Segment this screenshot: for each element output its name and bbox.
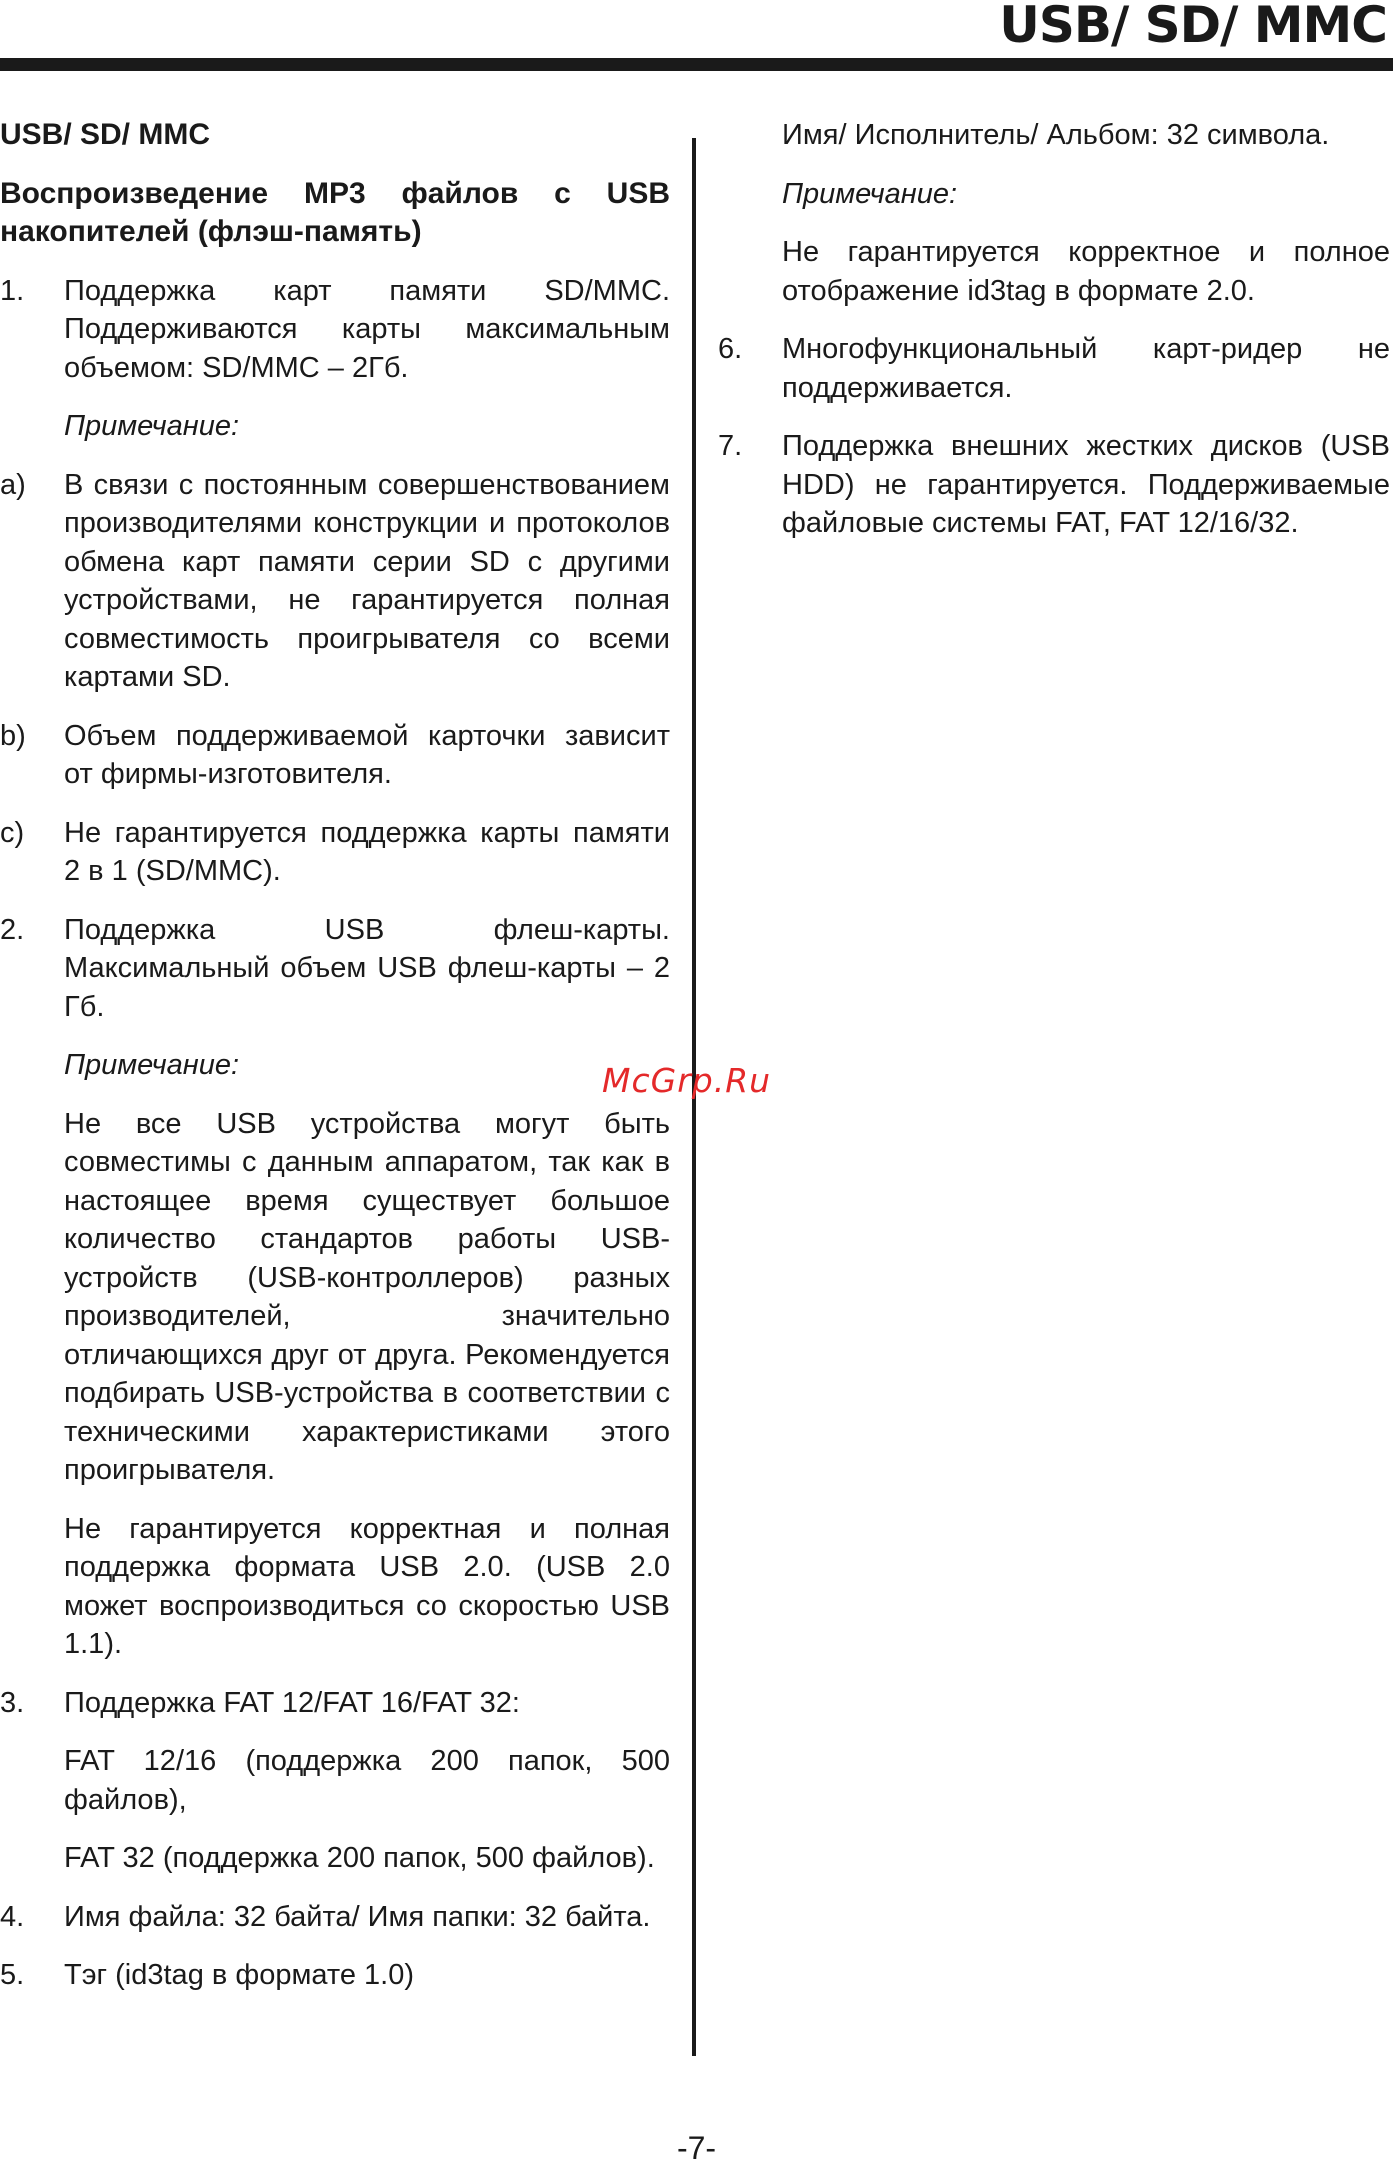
section-subtitle: Воспроизведение MP3 файлов с USB накопителей (флэш-память) xyxy=(0,176,670,248)
list-item-text: Многофункциональный карт-ридер не поддерживается. xyxy=(782,333,1390,404)
left-column xyxy=(0,116,670,2015)
header-rule xyxy=(0,58,1393,71)
note-label: Примечание: xyxy=(64,1049,240,1081)
list-marker: 2. xyxy=(0,913,25,946)
sub-item-text: Не гарантируется поддержка карты памяти 2 в 1 (SD/MMC). xyxy=(64,816,670,887)
note-paragraph: Не гарантируется корректная и полная поддержка формата USB 2.0. (USB 2.0 может воспроизводиться со скоростью USB 1.1). xyxy=(64,1512,670,1660)
list-item-3 xyxy=(0,1684,670,1723)
list-marker: a) xyxy=(0,468,26,501)
list-item-7 xyxy=(718,427,1390,543)
sub-item-text: В связи с постоянным совершенствованием производителями конструкции и протоколов обмена карт памяти серии SD с другими устройствами, не гарантируется полная совместимость проигрывателя со всеми картами SD. xyxy=(64,468,670,693)
item-5-continuation: Имя/ Исполнитель/ Альбом: 32 символа. xyxy=(782,119,1330,151)
list-item-text: Поддержка USB флеш-карты. Максимальный объем USB флеш-карты – 2 Гб. xyxy=(64,913,670,1023)
sub-item-text: Объем поддерживаемой карточки зависит от фирмы-изготовителя. xyxy=(64,719,670,790)
section-title: USB/ SD/ MMC xyxy=(0,118,210,151)
list-marker: 5. xyxy=(0,1959,25,1991)
list-marker: 7. xyxy=(718,430,743,462)
list-marker: 3. xyxy=(0,1686,25,1719)
fat-line: FAT 32 (поддержка 200 папок, 500 файлов). xyxy=(64,1842,655,1874)
list-item-text: Поддержка карт памяти SD/MMC. Поддерживаются карты максимальным объемом: SD/MMC – 2Гб. xyxy=(64,274,670,384)
list-marker: 6. xyxy=(718,333,743,365)
list-marker: c) xyxy=(0,816,25,849)
list-item-1 xyxy=(0,272,670,388)
page-number: -7- xyxy=(676,2130,717,2166)
note-label: Примечание: xyxy=(782,177,958,210)
watermark: McGrp.Ru xyxy=(602,1061,772,1100)
list-item-2 xyxy=(0,911,670,1027)
list-marker: 1. xyxy=(0,274,25,307)
list-marker: b) xyxy=(0,719,26,752)
page-header-title: USB/ SD/ MMC xyxy=(999,0,1387,54)
list-item-text: Имя файла: 32 байта/ Имя папки: 32 байта. xyxy=(64,1900,651,1933)
note-paragraph: Не гарантируется корректное и полное отображение id3tag в формате 2.0. xyxy=(782,236,1390,307)
list-item-5 xyxy=(0,1956,670,1995)
list-item-text: Поддержка FAT 12/FAT 16/FAT 32: xyxy=(64,1686,520,1719)
fat-line: FAT 12/16 (поддержка 200 папок, 500 файлов), xyxy=(64,1745,670,1816)
list-item-text: Поддержка внешних жестких дисков (USB HDD) не гарантируется. Поддерживаемые файловые системы FAT, FAT 12/16/32. xyxy=(782,430,1390,539)
list-item-text: Тэг (id3tag в формате 1.0) xyxy=(64,1959,414,1991)
sub-item-b xyxy=(0,717,670,794)
list-item-6 xyxy=(718,330,1390,407)
list-item-4 xyxy=(0,1898,670,1937)
sub-item-c xyxy=(0,814,670,891)
note-label: Примечание: xyxy=(64,410,240,442)
note-paragraph: Не все USB устройства могут быть совместимы с данным аппаратом, так как в настоящее время существует большое количество стандартов работы USB-устройств (USB-контроллеров) разных производителей, значительно отличающихся друг от друга. Рекомендуется подбирать USB-устройства в соответствии с техническими характеристиками этого проигрывателя. xyxy=(64,1107,670,1486)
right-column xyxy=(718,116,1390,563)
list-marker: 4. xyxy=(0,1900,25,1933)
sub-item-a xyxy=(0,466,670,697)
